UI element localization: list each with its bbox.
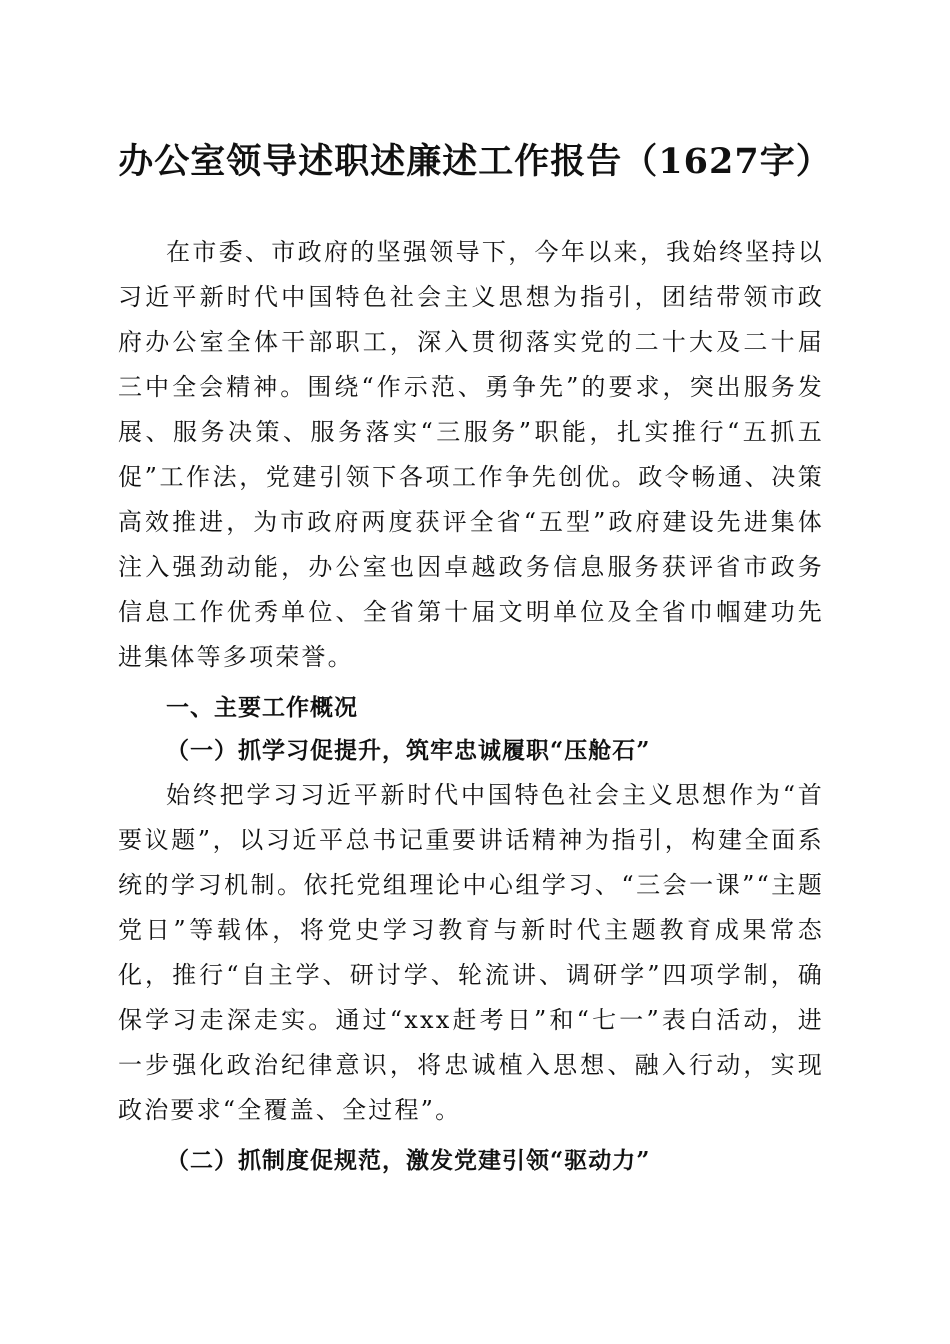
subsection-heading-study: （一）抓学习促提升，筑牢忠诚履职“压舱石” [166,737,651,764]
intro-paragraph: 在市委、市政府的坚强领导下，今年以来，我始终坚持以习近平新时代中国特色社会主义思想为指引，团结带领市政府办公室全体干部职工，深入贯彻落实党的二十大及二十届三中全会精神。围绕“作示范、勇争先”的要求，突出服务发展、服务决策、服务落实“三服务”职能，扎实推行“五抓五促”工作法，党建引领下各项工作争先创优。政令畅通、决策高效推进，为市政府两度获评全省“五型”政府建设先进集体注入强劲动能，办公室也因卓越政务信息服务获评省市政务信息工作优秀单位、全省第十届文明单位及全省巾帼建功先进集体等多项荣誉。 [118,238,824,671]
document-title: 办公室领导述职述廉述工作报告（1627字） [118,141,832,182]
section-heading-main-work-overview: 一、主要工作概况 [166,695,358,721]
subsection-heading-system: （二）抓制度促规范，激发党建引领“驱动力” [166,1147,651,1174]
subsection-paragraph-study: 始终把学习习近平新时代中国特色社会主义思想作为“首要议题”，以习近平总书记重要讲话精神为指引，构建全面系统的学习机制。依托党组理论中心组学习、“三会一课”“主题党日”等载体，将党史学习教育与新时代主题教育成果常态化，推行“自主学、研讨学、轮流讲、调研学”四项学制，确保学习走深走实。通过“xxx赶考日”和“七一”表白活动，进一步强化政治纪律意识，将忠诚植入思想、融入行动，实现政治要求“全覆盖、全过程”。 [118,781,824,1124]
document-body [118,230,824,1183]
